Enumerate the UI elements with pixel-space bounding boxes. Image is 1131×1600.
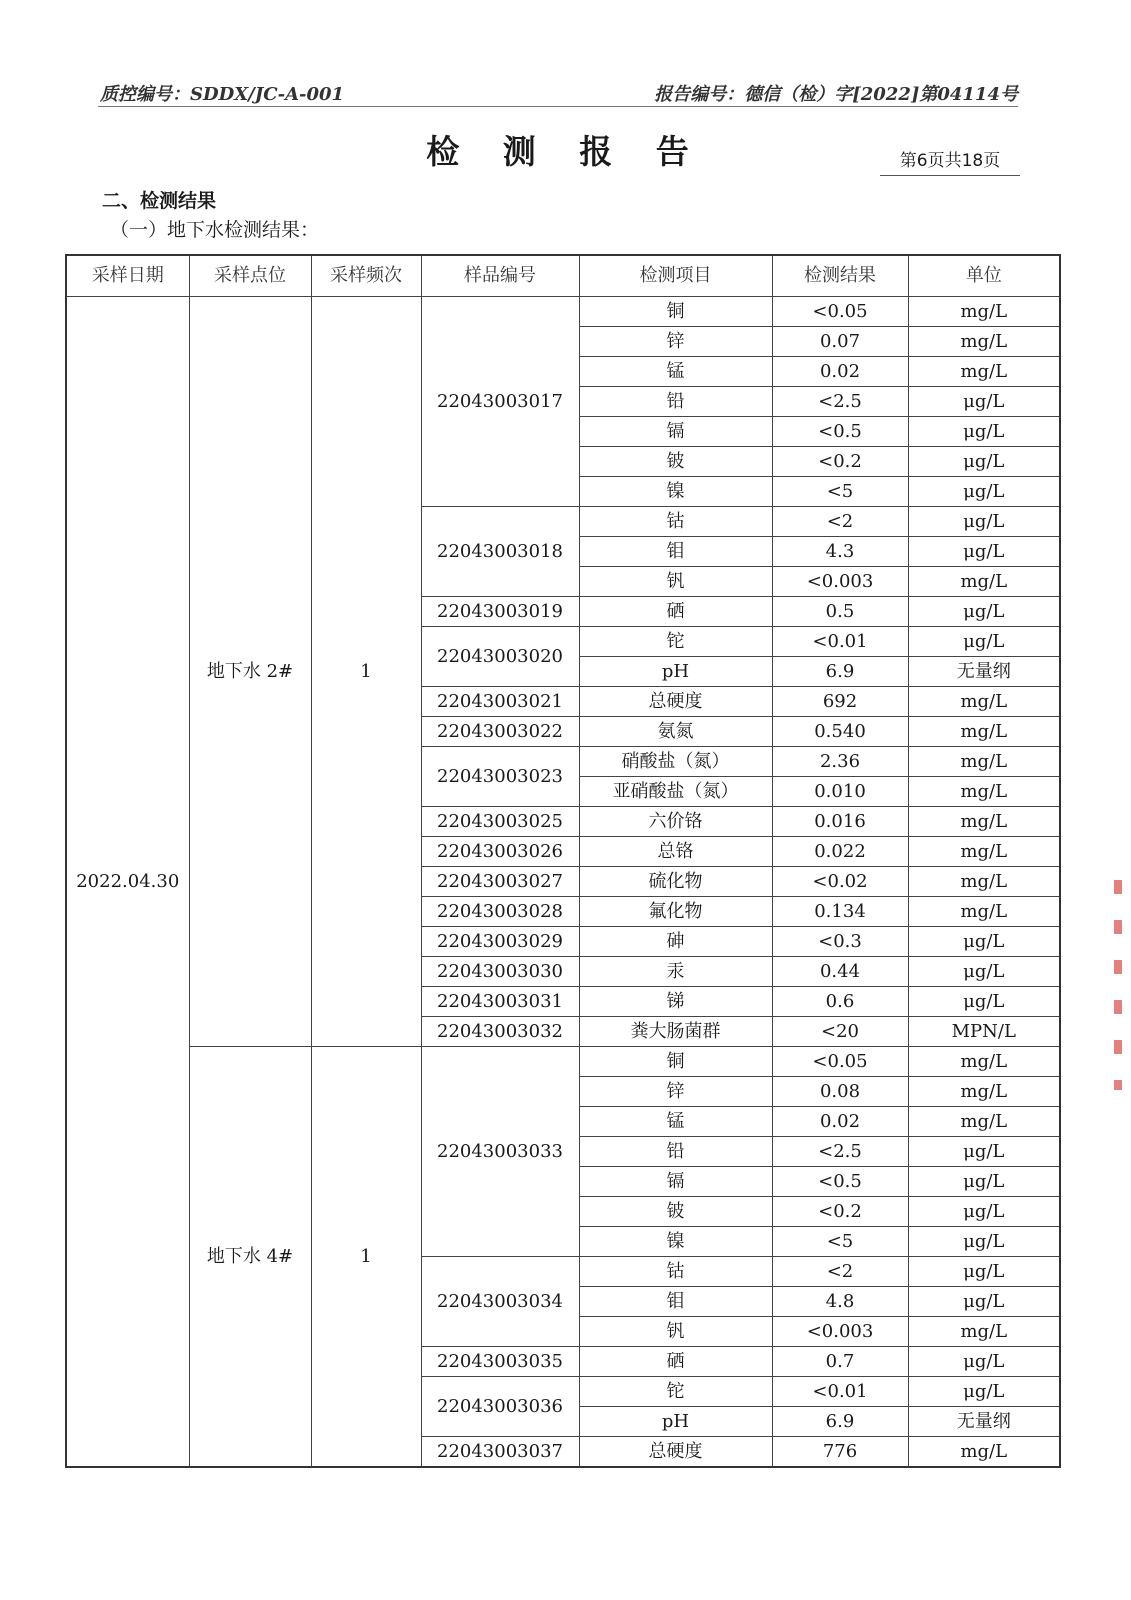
test-result-cell: <2.5 [772, 387, 908, 417]
unit-cell: mg/L [908, 1107, 1060, 1137]
test-item-cell: 硫化物 [579, 867, 772, 897]
test-item-cell: 锌 [579, 327, 772, 357]
test-result-cell: 0.134 [772, 897, 908, 927]
sample-id-cell: 22043003023 [421, 747, 579, 807]
sample-id-cell: 22043003030 [421, 957, 579, 987]
unit-cell: μg/L [908, 987, 1060, 1017]
unit-cell: mg/L [908, 297, 1060, 327]
unit-cell: μg/L [908, 417, 1060, 447]
test-item-cell: 镍 [579, 1227, 772, 1257]
sample-id-cell: 22043003019 [421, 597, 579, 627]
sampling-date-cell: 2022.04.30 [66, 297, 189, 1468]
unit-cell: μg/L [908, 927, 1060, 957]
unit-cell: μg/L [908, 627, 1060, 657]
test-result-cell: 0.08 [772, 1077, 908, 1107]
sampling-site-cell: 地下水 4# [189, 1047, 311, 1468]
sampling-frequency-cell: 1 [311, 297, 421, 1047]
test-item-cell: 镉 [579, 417, 772, 447]
unit-cell: μg/L [908, 387, 1060, 417]
test-result-cell: 0.02 [772, 357, 908, 387]
test-result-cell: 692 [772, 687, 908, 717]
unit-cell: μg/L [908, 1167, 1060, 1197]
test-item-cell: 汞 [579, 957, 772, 987]
unit-cell: mg/L [908, 327, 1060, 357]
unit-cell: 无量纲 [908, 1407, 1060, 1437]
test-result-cell: <2 [772, 1257, 908, 1287]
test-result-cell: 0.44 [772, 957, 908, 987]
header-sampling-site: 采样点位 [189, 255, 311, 297]
test-item-cell: 钼 [579, 537, 772, 567]
section-subheading: （一）地下水检测结果： [110, 219, 320, 241]
unit-cell: MPN/L [908, 1017, 1060, 1047]
test-result-cell: <0.2 [772, 1197, 908, 1227]
test-item-cell: 钼 [579, 1287, 772, 1317]
unit-cell: mg/L [908, 837, 1060, 867]
table-header-row [66, 255, 1060, 297]
unit-cell: mg/L [908, 687, 1060, 717]
unit-cell: mg/L [908, 1317, 1060, 1347]
test-result-cell: <0.3 [772, 927, 908, 957]
table-row [66, 297, 1060, 327]
test-result-cell: <2 [772, 507, 908, 537]
test-result-cell: 0.5 [772, 597, 908, 627]
test-item-cell: pH [579, 1407, 772, 1437]
sample-id-cell: 22043003037 [421, 1437, 579, 1468]
unit-cell: μg/L [908, 1197, 1060, 1227]
unit-cell: mg/L [908, 1077, 1060, 1107]
test-result-cell: 6.9 [772, 657, 908, 687]
unit-cell: mg/L [908, 1437, 1060, 1468]
sample-id-cell: 22043003026 [421, 837, 579, 867]
test-item-cell: 六价铬 [579, 807, 772, 837]
header-unit: 单位 [908, 255, 1060, 297]
test-result-cell: <0.5 [772, 417, 908, 447]
test-item-cell: 铜 [579, 1047, 772, 1077]
unit-cell: μg/L [908, 507, 1060, 537]
test-item-cell: 铍 [579, 1197, 772, 1227]
test-result-cell: <0.003 [772, 1317, 908, 1347]
test-item-cell: 铊 [579, 1377, 772, 1407]
unit-cell: μg/L [908, 477, 1060, 507]
test-item-cell: 硝酸盐（氮） [579, 747, 772, 777]
test-result-cell: <5 [772, 1227, 908, 1257]
test-result-cell: 0.6 [772, 987, 908, 1017]
test-result-cell: <20 [772, 1017, 908, 1047]
test-result-cell: <0.01 [772, 1377, 908, 1407]
test-result-cell: <5 [772, 477, 908, 507]
header-sampling-frequency: 采样频次 [311, 255, 421, 297]
sample-id-cell: 22043003020 [421, 627, 579, 687]
sample-id-cell: 22043003021 [421, 687, 579, 717]
unit-cell: μg/L [908, 957, 1060, 987]
header-test-result: 检测结果 [772, 255, 908, 297]
test-result-cell: 4.8 [772, 1287, 908, 1317]
header-test-item: 检测项目 [579, 255, 772, 297]
test-item-cell: 铊 [579, 627, 772, 657]
test-item-cell: 铍 [579, 447, 772, 477]
test-result-cell: 2.36 [772, 747, 908, 777]
test-item-cell: 钒 [579, 567, 772, 597]
sample-id-cell: 22043003018 [421, 507, 579, 597]
test-item-cell: 铜 [579, 297, 772, 327]
unit-cell: μg/L [908, 1377, 1060, 1407]
unit-cell: μg/L [908, 447, 1060, 477]
test-item-cell: 镍 [579, 477, 772, 507]
unit-cell: μg/L [908, 537, 1060, 567]
section-heading: 二、检测结果 [102, 190, 217, 212]
unit-cell: μg/L [908, 597, 1060, 627]
test-result-cell: <0.05 [772, 1047, 908, 1077]
test-result-cell: <2.5 [772, 1137, 908, 1167]
unit-cell: mg/L [908, 357, 1060, 387]
sampling-site-cell: 地下水 2# [189, 297, 311, 1047]
unit-cell: mg/L [908, 867, 1060, 897]
unit-cell: mg/L [908, 717, 1060, 747]
test-item-cell: 铅 [579, 1137, 772, 1167]
test-item-cell: 锰 [579, 1107, 772, 1137]
sample-id-cell: 22043003027 [421, 867, 579, 897]
sample-id-cell: 22043003031 [421, 987, 579, 1017]
header-divider [98, 106, 1018, 107]
test-item-cell: 总硬度 [579, 1437, 772, 1468]
test-item-cell: 亚硝酸盐（氮） [579, 777, 772, 807]
unit-cell: μg/L [908, 1287, 1060, 1317]
sample-id-cell: 22043003029 [421, 927, 579, 957]
results-table [65, 254, 1061, 1468]
test-result-cell: 0.022 [772, 837, 908, 867]
test-item-cell: 砷 [579, 927, 772, 957]
sample-id-cell: 22043003025 [421, 807, 579, 837]
header-sampling-date: 采样日期 [66, 255, 189, 297]
test-result-cell: <0.02 [772, 867, 908, 897]
test-item-cell: 总硬度 [579, 687, 772, 717]
unit-cell: mg/L [908, 897, 1060, 927]
test-item-cell: 粪大肠菌群 [579, 1017, 772, 1047]
page-info: 第6页共18页 [880, 146, 1020, 176]
unit-cell: mg/L [908, 807, 1060, 837]
test-result-cell: <0.003 [772, 567, 908, 597]
report-title: 检 测 报 告 [426, 132, 705, 171]
unit-cell: mg/L [908, 777, 1060, 807]
test-item-cell: 总铬 [579, 837, 772, 867]
sample-id-cell: 22043003028 [421, 897, 579, 927]
sample-id-cell: 22043003036 [421, 1377, 579, 1437]
test-item-cell: 钴 [579, 507, 772, 537]
test-result-cell: <0.05 [772, 297, 908, 327]
test-item-cell: 氟化物 [579, 897, 772, 927]
test-item-cell: 硒 [579, 1347, 772, 1377]
test-item-cell: 钴 [579, 1257, 772, 1287]
header-sample-id: 样品编号 [421, 255, 579, 297]
test-item-cell: pH [579, 657, 772, 687]
test-result-cell: <0.5 [772, 1167, 908, 1197]
test-item-cell: 硒 [579, 597, 772, 627]
report-number: 报告编号：德信（检）字[2022]第04114号 [654, 84, 1018, 105]
unit-cell: μg/L [908, 1257, 1060, 1287]
seal-stamp-edge [1114, 880, 1122, 1090]
table-row [66, 1047, 1060, 1077]
sample-id-cell: 22043003034 [421, 1257, 579, 1347]
test-item-cell: 锑 [579, 987, 772, 1017]
test-item-cell: 铅 [579, 387, 772, 417]
unit-cell: mg/L [908, 747, 1060, 777]
test-result-cell: 0.016 [772, 807, 908, 837]
unit-cell: μg/L [908, 1137, 1060, 1167]
sample-id-cell: 22043003032 [421, 1017, 579, 1047]
test-result-cell: 0.02 [772, 1107, 908, 1137]
sampling-frequency-cell: 1 [311, 1047, 421, 1468]
test-result-cell: 776 [772, 1437, 908, 1468]
results-body [66, 297, 1060, 1468]
unit-cell: μg/L [908, 1347, 1060, 1377]
test-item-cell: 锰 [579, 357, 772, 387]
sample-id-cell: 22043003033 [421, 1047, 579, 1257]
test-result-cell: 0.010 [772, 777, 908, 807]
unit-cell: mg/L [908, 1047, 1060, 1077]
unit-cell: mg/L [908, 567, 1060, 597]
test-result-cell: 6.9 [772, 1407, 908, 1437]
test-result-cell: <0.2 [772, 447, 908, 477]
test-result-cell: 0.7 [772, 1347, 908, 1377]
test-item-cell: 锌 [579, 1077, 772, 1107]
unit-cell: 无量纲 [908, 657, 1060, 687]
sample-id-cell: 22043003022 [421, 717, 579, 747]
qc-number: 质控编号：SDDX/JC-A-001 [100, 84, 345, 105]
test-item-cell: 钒 [579, 1317, 772, 1347]
unit-cell: μg/L [908, 1227, 1060, 1257]
test-result-cell: <0.01 [772, 627, 908, 657]
test-item-cell: 镉 [579, 1167, 772, 1197]
test-item-cell: 氨氮 [579, 717, 772, 747]
test-result-cell: 0.540 [772, 717, 908, 747]
test-result-cell: 4.3 [772, 537, 908, 567]
sample-id-cell: 22043003035 [421, 1347, 579, 1377]
sample-id-cell: 22043003017 [421, 297, 579, 507]
test-result-cell: 0.07 [772, 327, 908, 357]
